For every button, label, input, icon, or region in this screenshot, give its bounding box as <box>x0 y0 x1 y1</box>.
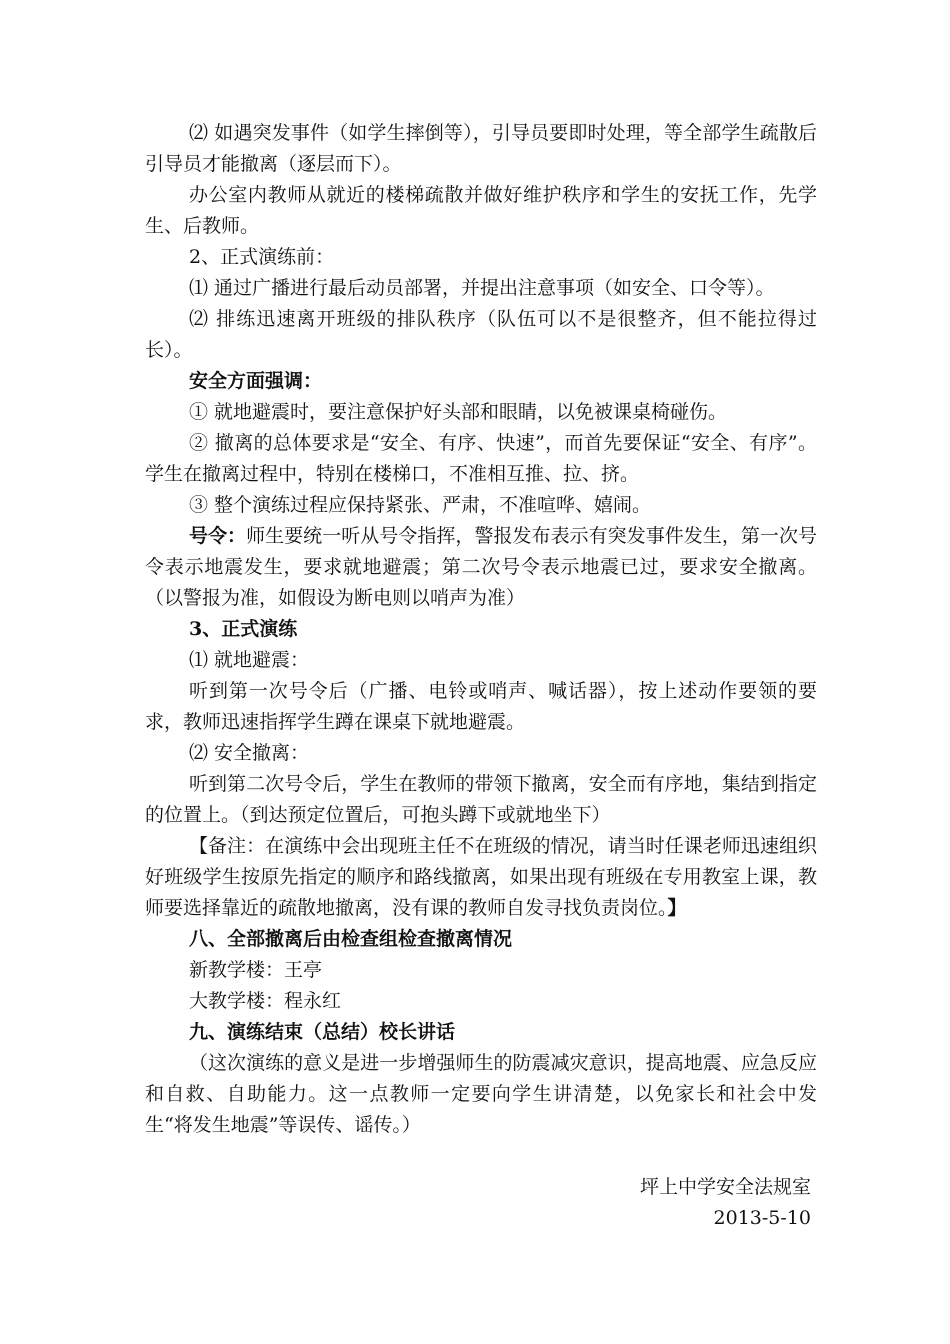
paragraph-big-building: 大教学楼：程永红 <box>189 990 342 1012</box>
heading-section-8: 八、全部撤离后由检查组检查撤离情况 <box>189 928 513 950</box>
heading-before-drill: 2、正式演练前： <box>189 246 335 268</box>
paragraph-office-teachers: 办公室内教师从就近的楼梯疏散并做好维护秩序和学生的安抚工作，先学生、后教师。 <box>145 184 817 237</box>
paragraph-safety-3: ③ 整个演练过程应保持紧张、严肃，不准喧哗、嬉闹。 <box>189 494 652 516</box>
remark-text: 【备注：在演练中会出现班主任不在班级的情况，请当时任课老师迅速组织好班级学生按原先指定的顺序和路线撤离，如果出现有班级在专用教室上课，教师要选择靠近的疏散地撤离，没有课的教师自发寻找负责岗位。 <box>145 835 817 919</box>
paragraph-safety-1: ① 就地避震时，要注意保护好头部和眼睛，以免被课桌椅碰伤。 <box>189 401 728 423</box>
signal-text: 师生要统一听从号令指挥，警报发布表示有突发事件发生，第一次号令表示地震发生，要求就地避震；第二次号令表示地震已过，要求安全撤离。（以警报为准，如假设为断电则以哨声为准） <box>145 525 817 609</box>
heading-formal-drill: 3、正式演练 <box>189 618 298 640</box>
subheading-take-cover: ⑴ 就地避震： <box>189 649 310 671</box>
paragraph-safety-2: ② 撤离的总体要求是“安全、有序、快速”，而首先要保证“安全、有序”。学生在撤离过程中，特别在楼梯口，不准相互推、拉、挤。 <box>145 432 817 485</box>
document-body <box>145 118 817 1234</box>
signal-label: 号令： <box>189 525 247 547</box>
remark-close-bracket: 】 <box>667 897 687 919</box>
paragraph-signal <box>145 521 817 614</box>
spacer <box>145 1141 817 1172</box>
signature-org: 坪上中学安全法规室 <box>639 1176 811 1198</box>
paragraph-take-cover: 听到第一次号令后（广播、电铃或哨声、喊话器），按上述动作要领的要求，教师迅速指挥学生蹲在课桌下就地避震。 <box>145 680 817 733</box>
paragraph-incident-handling: ⑵ 如遇突发事件（如学生摔倒等），引导员要即时处理，等全部学生疏散后引导员才能撤离（逐层而下）。 <box>145 122 817 175</box>
paragraph-evacuate: 听到第二次号令后，学生在教师的带领下撤离，安全而有序地，集结到指定的位置上。（到达预定位置后，可抱头蹲下或就地坐下） <box>145 773 817 826</box>
heading-section-9: 九、演练结束（总结）校长讲话 <box>189 1021 456 1043</box>
subheading-evacuate: ⑵ 安全撤离： <box>189 742 310 764</box>
paragraph-remark <box>145 831 817 924</box>
paragraph-broadcast: ⑴ 通过广播进行最后动员部署，并提出注意事项（如安全、口令等）。 <box>189 277 775 299</box>
paragraph-queue-rehearsal: ⑵ 排练迅速离开班级的排队秩序（队伍可以不是很整齐，但不能拉得过长）。 <box>145 308 817 361</box>
paragraph-new-building: 新教学楼：王亭 <box>189 959 323 981</box>
paragraph-summary: （这次演练的意义是进一步增强师生的防震减灾意识，提高地震、应急反应和自救、自助能力。这一点教师一定要向学生讲清楚，以免家长和社会中发生“将发生地震”等误传、谣传。） <box>145 1052 817 1136</box>
heading-safety-emphasis: 安全方面强调： <box>189 370 323 392</box>
signature-date: 2013-5-10 <box>713 1207 811 1229</box>
